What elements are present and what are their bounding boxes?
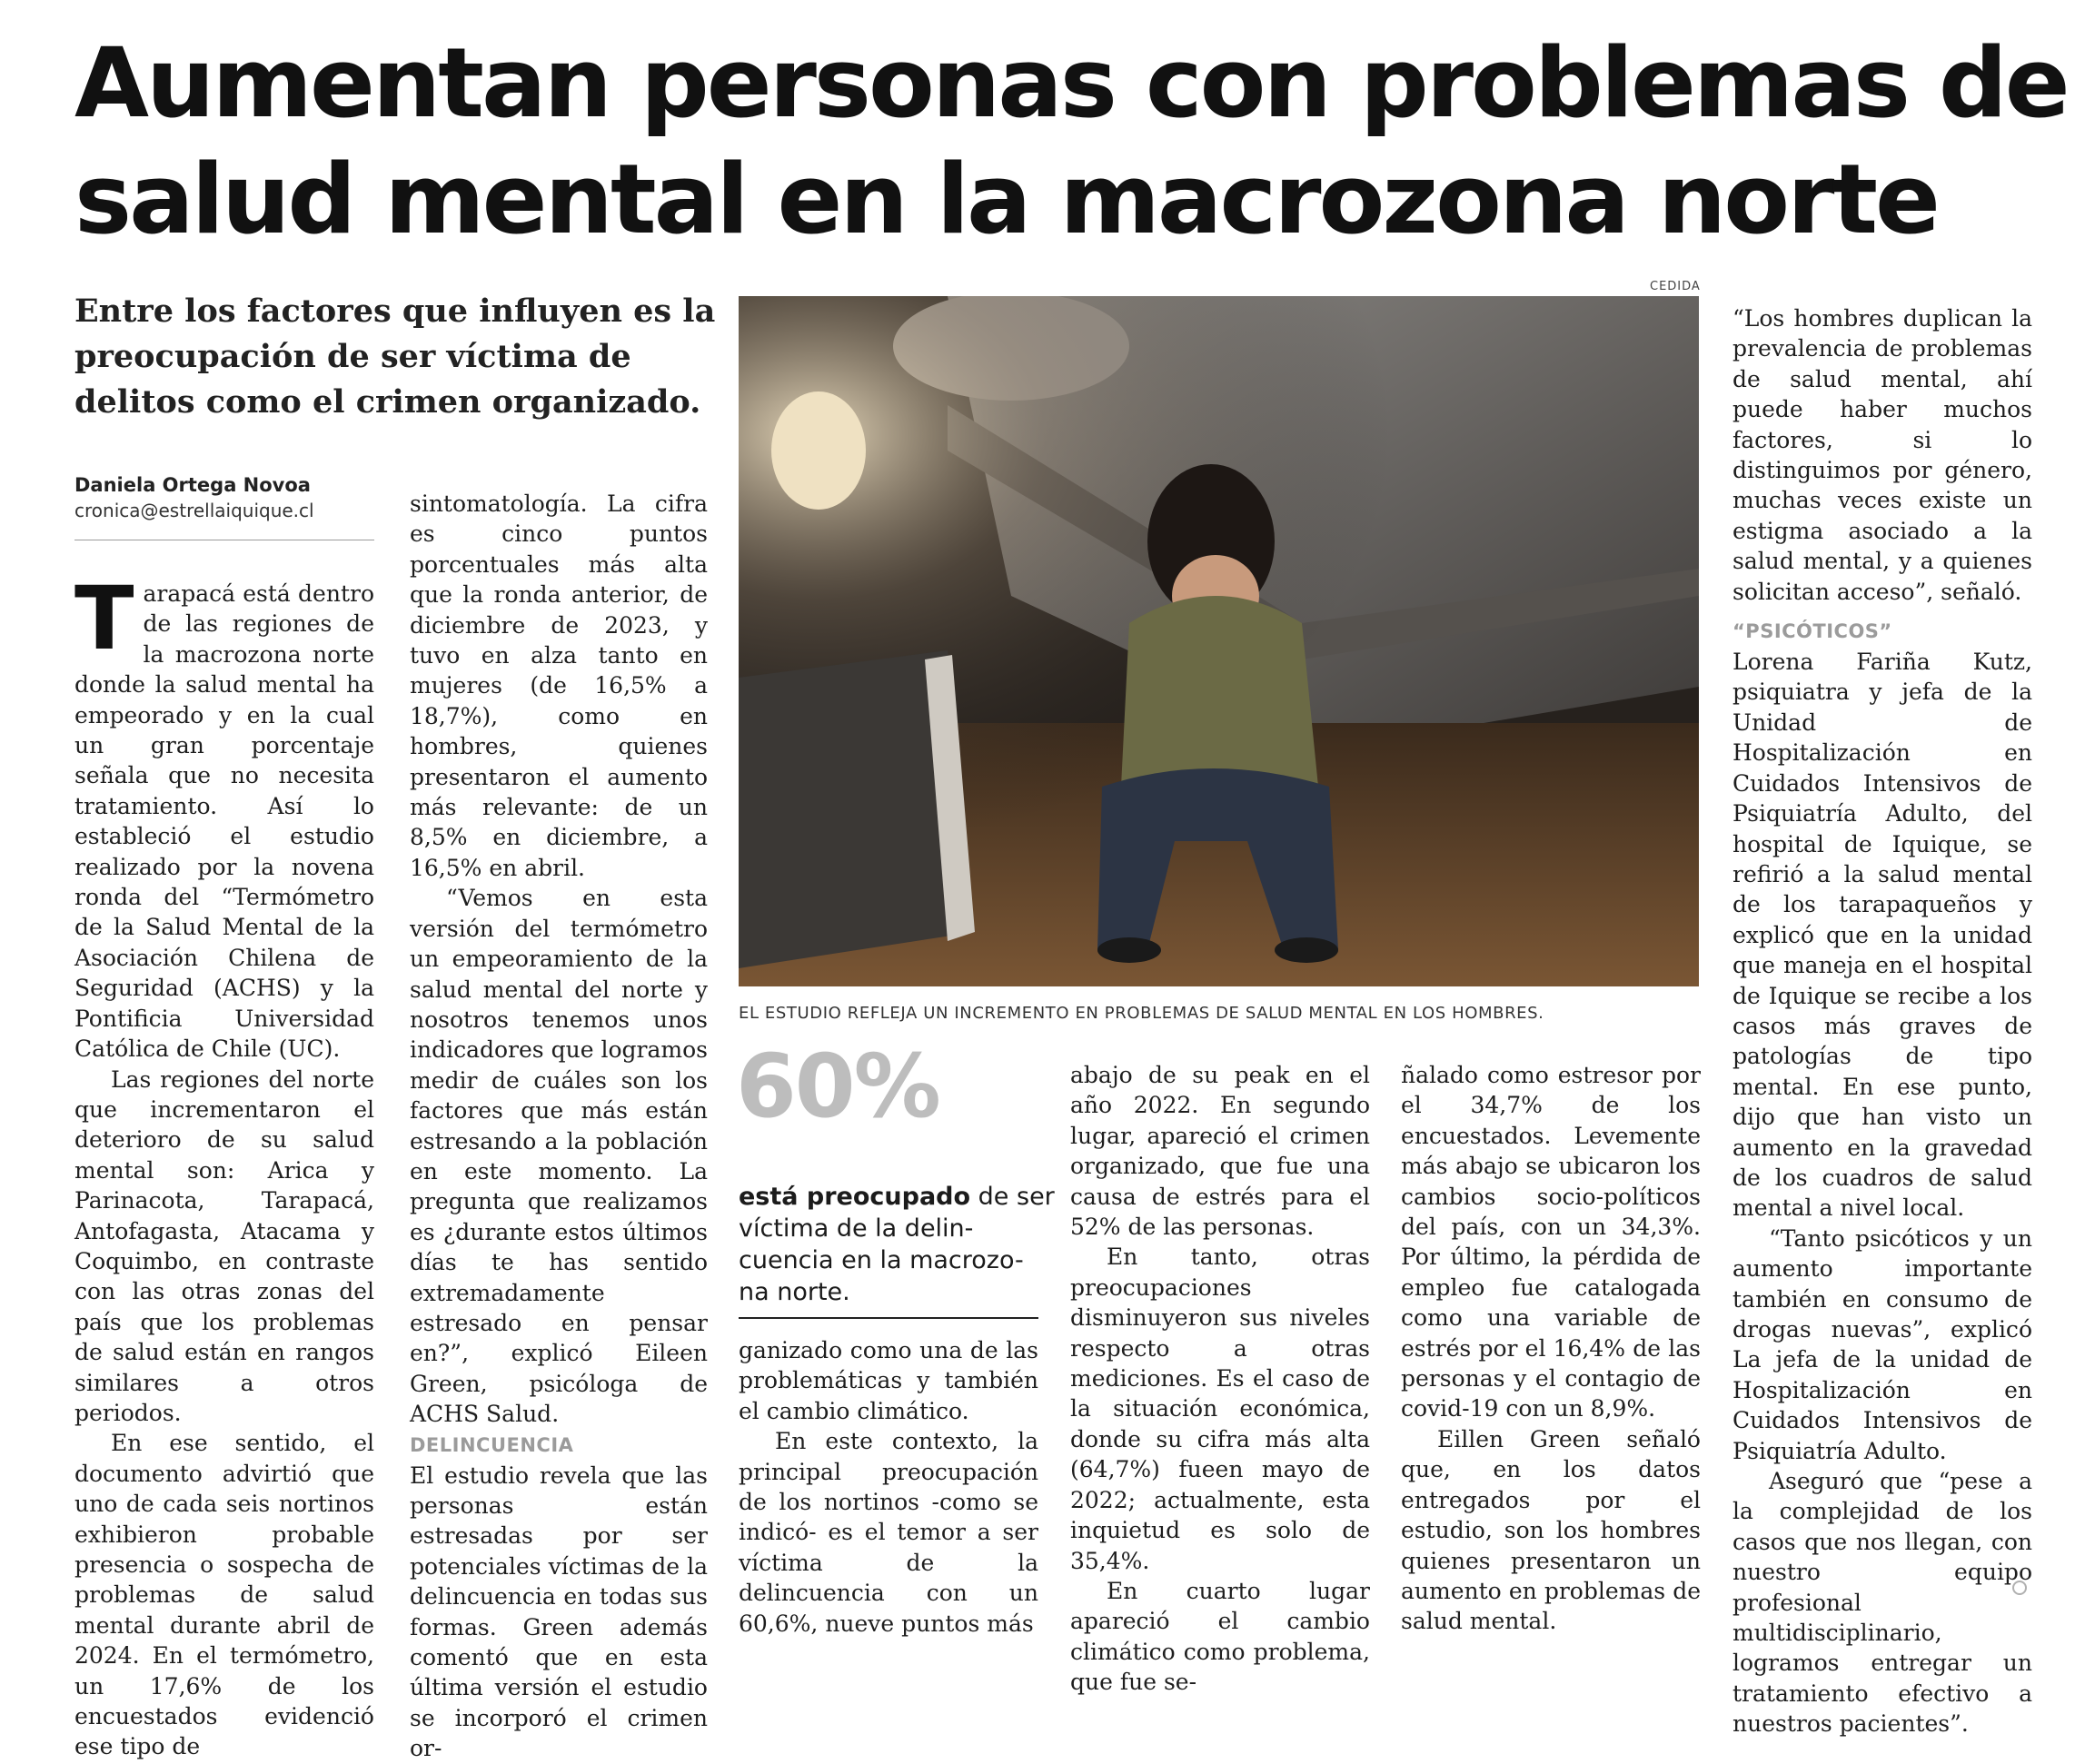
deck-line-3: delitos como el crimen organizado. [74,383,701,421]
article-column-1 [74,568,374,1762]
highlight-line-3: cuencia en la macrozo- [739,1246,1024,1274]
deck-subtitle [74,289,716,425]
paragraph: En ese sentido, el documento advirtió que uno de cada seis nortinos exhibieron probable presencia o sospecha de problemas de salud mental durante abril de 2024. En el termómetro, un 17,6% de los encuestados evidenció ese tipo de [74,1430,374,1760]
highlight-line-2: víctima de la delin- [739,1214,974,1243]
paragraph: Lorena Fariña Kutz, psiquiatra y jefa de la Unidad de Hospitalización en Cuidados Intensivos de Psiquiatría Adulto, del hospital de Iquique, se refirió a la salud mental de los tarapaqueños y explicó que en la unidad que maneja en el hospital de Iquique se recibe a los casos más graves de patologías de tipo mental. En ese punto, dijo que han visto un aumento en la gravedad de los cuadros de salud mental a nivel local. [1733,649,2032,1222]
article-column-4 [1070,1060,1370,1698]
paragraph: En cuarto lugar apareció el cambio climático como problema, que fue se- [1070,1577,1370,1696]
highlight-line-1: de ser [978,1183,1055,1211]
paragraph: “Vemos en esta versión del termómetro un empeoramiento de la salud mental del norte y nosotros tenemos unos indicadores que logramos medir de cuáles son los factores que más están estresando a la población en este momento. La pregunta que realizamos es ¿durante estos últimos días te has sentido extremadamente estresado en pensar en?”, explicó Eileen Green, psicóloga de ACHS Salud. [410,885,708,1428]
paragraph: Las regiones del norte que incrementaron el deterioro de su salud mental son: Arica y Parinacota, Tarapacá, Antofagasta, Atacama y Coquimbo, en contraste con las otras zonas del país que los problemas de salud están en rangos similares a otros periodos. [74,1065,374,1426]
paragraph: “Los hombres duplican la prevalencia de problemas de salud mental, ahí puede haber muchos factores, si lo distinguimos por género, muchas veces existe un estigma asociado a la salud mental, y a quienes solicitan acceso”, señaló. [1733,305,2032,605]
deck-line-2: preocupación de ser víctima de [74,338,631,375]
article-column-3 [739,1335,1038,1639]
subheading-delincuencia: DELINCUENCIA [410,1433,574,1456]
paragraph: Aseguró que “pese a la complejidad de los casos que nos llegan, con nuestro equipo profesional multidisciplinario, logramos entregar un tratamiento efectivo a nuestros pacientes”. [1733,1468,2032,1738]
highlight-line-4: na norte. [739,1278,850,1306]
photo-credit: CEDIDA [1650,280,1701,293]
paragraph-text: arapacá está dentro de las regiones de la macrozona norte donde la salud mental ha empeorado y en la cual un gran porcentaje señala que no necesita tratamiento. Así lo estableció el estudio realizado por la novena ronda del “Termómetro de la Salud Mental de la Asociación Chilena de Seguridad (ACHS) y la Pontificia Universidad Católica de Chile (UC). [74,580,374,1063]
paragraph: ganizado como una de las problemáticas y también el cambio climático. [739,1337,1038,1424]
byline-email[interactable]: cronica@estrellaiquique.cl [74,500,314,521]
photo-caption: EL ESTUDIO REFLEJA UN INCREMENTO EN PROBLEMAS DE SALUD MENTAL EN LOS HOMBRES. [739,1004,1544,1023]
paragraph: El estudio revela que las personas están estresadas por ser potenciales víctimas de la delincuencia en todas sus formas. Green además comentó que en esta última versión el estudio se incorporó el crimen or- [410,1462,708,1762]
article-photo [739,296,1699,986]
paragraph: “Tanto psicóticos y un aumento importante también en consumo de drogas nuevas”, explicó La jefa de la unidad de Hospitalización en Cuidados Intensivos de Psiquiatría Adulto. [1733,1224,2032,1464]
highlight-divider [739,1317,1038,1319]
end-mark-icon [2012,1581,2027,1595]
headline-line-2: salud mental en la macrozona norte [74,144,1938,255]
headline-line-1: Aumentan personas con problemas de [74,27,2068,139]
headline [74,25,2068,258]
article-column-6 [1733,303,2032,1739]
paragraph: En tanto, otras preocupaciones disminuyeron sus niveles respecto a otras mediciones. Es el caso de la situación económica, donde su cifra más alta (64,7%) fueen mayo de 2022; actualmente, esta inquietud es solo de 35,4%. [1070,1244,1370,1574]
highlight-text [739,1181,1055,1308]
paragraph [74,568,374,1065]
drop-cap: T [74,568,134,669]
article-column-5 [1401,1060,1701,1637]
paragraph: ñalado como estresor por el 34,7% de los encuestados. Levemente más abajo se ubicaron los cambios socio-políticos del país, con un 34,3%. Por último, la pérdida de empleo fue catalogada como una variable de estrés por el 16,4% de las personas y el contagio de covid-19 con un 8,9%. [1401,1062,1701,1422]
photo-illustration [739,296,1699,986]
paragraph: sintomatología. La cifra es cinco puntos porcentuales más alta que la ronda anterior, de diciembre de 2023, y tuvo en alza tanto en mujeres (de 16,5% a 18,7%), como en hombres, quienes presentaron el aumento más relevante: de un 8,5% en diciembre, a 16,5% en abril. [410,491,708,881]
highlight-number: 60% [736,1036,939,1137]
article-column-2 [410,489,708,1764]
byline-author: Daniela Ortega Novoa [74,474,311,496]
paragraph: En este contexto, la principal preocupación de los nortinos -como se indicó- es el temor a ser víctima de la delincuencia con un 60,6%, nueve puntos más [739,1428,1038,1637]
subheading-psicoticos: “PSICÓTICOS” [1733,620,1892,643]
deck-line-1: Entre los factores que influyen es la [74,292,716,330]
paragraph: abajo de su peak en el año 2022. En segundo lugar, apareció el crimen organizado, que fue una causa de estrés para el 52% de las personas. [1070,1062,1370,1241]
paragraph: Eillen Green señaló que, en los datos entregados por el estudio, son los hombres quienes presentaron un aumento en problemas de salud mental. [1401,1425,1701,1635]
highlight-bold: está preocupado [739,1183,971,1211]
